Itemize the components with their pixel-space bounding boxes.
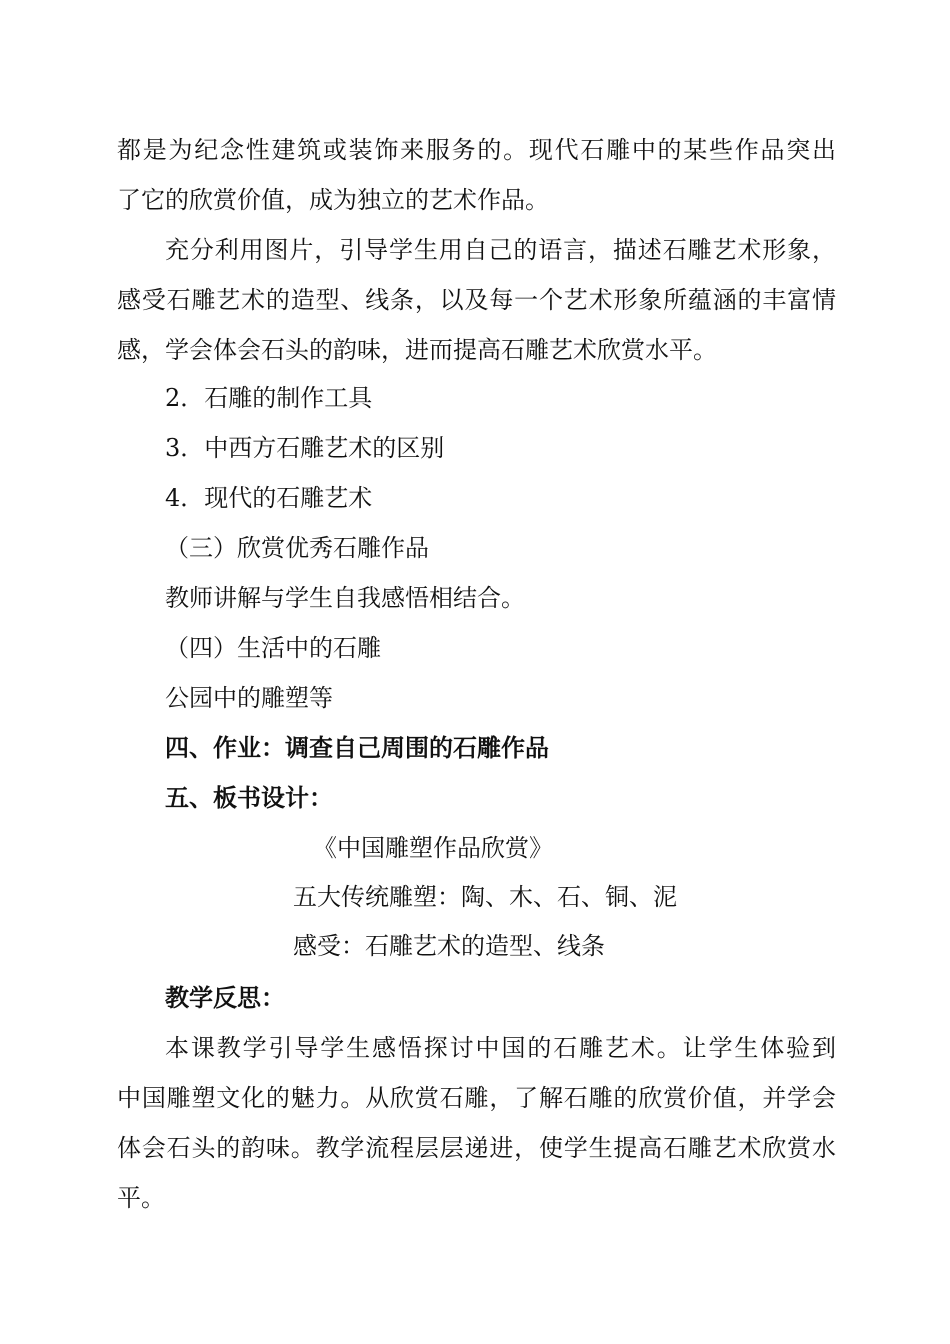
board-title: 《中国雕塑作品欣赏》 <box>313 834 553 862</box>
list-item: 4．现代的石雕艺术 <box>165 484 373 512</box>
section-title: （三）欣赏优秀石雕作品 <box>165 534 429 562</box>
list-item: 2．石雕的制作工具 <box>165 384 373 412</box>
paragraph-line: 充分利用图片，引导学生用自己的语言，描述石雕艺术形象， <box>165 236 836 264</box>
paragraph-line: 都是为纪念性建筑或装饰来服务的。现代石雕中的某些作品突出 <box>117 136 836 164</box>
reflection-heading: 教学反思： <box>165 984 285 1012</box>
paragraph-line: 感，学会体会石头的韵味，进而提高石雕艺术欣赏水平。 <box>117 336 717 364</box>
paragraph-line: 了它的欣赏价值，成为独立的艺术作品。 <box>117 186 549 214</box>
reflection-line: 体会石头的韵味。教学流程层层递进，使学生提高石雕艺术欣赏水 <box>117 1134 836 1162</box>
section-body: 公园中的雕塑等 <box>165 684 333 712</box>
reflection-line: 本课教学引导学生感悟探讨中国的石雕艺术。让学生体验到 <box>165 1034 836 1062</box>
board-design-heading: 五、板书设计： <box>165 784 333 812</box>
section-body: 教师讲解与学生自我感悟相结合。 <box>165 584 525 612</box>
reflection-line: 平。 <box>117 1184 165 1212</box>
section-title: （四）生活中的石雕 <box>165 634 381 662</box>
board-line: 感受：石雕艺术的造型、线条 <box>293 932 605 960</box>
paragraph-line: 感受石雕艺术的造型、线条，以及每一个艺术形象所蕴涵的丰富情 <box>117 286 836 314</box>
board-line: 五大传统雕塑：陶、木、石、铜、泥 <box>293 883 677 911</box>
list-item: 3．中西方石雕艺术的区别 <box>165 434 445 462</box>
reflection-line: 中国雕塑文化的魅力。从欣赏石雕，了解石雕的欣赏价值，并学会 <box>117 1084 836 1112</box>
homework-heading: 四、作业：调查自己周围的石雕作品 <box>165 734 549 762</box>
